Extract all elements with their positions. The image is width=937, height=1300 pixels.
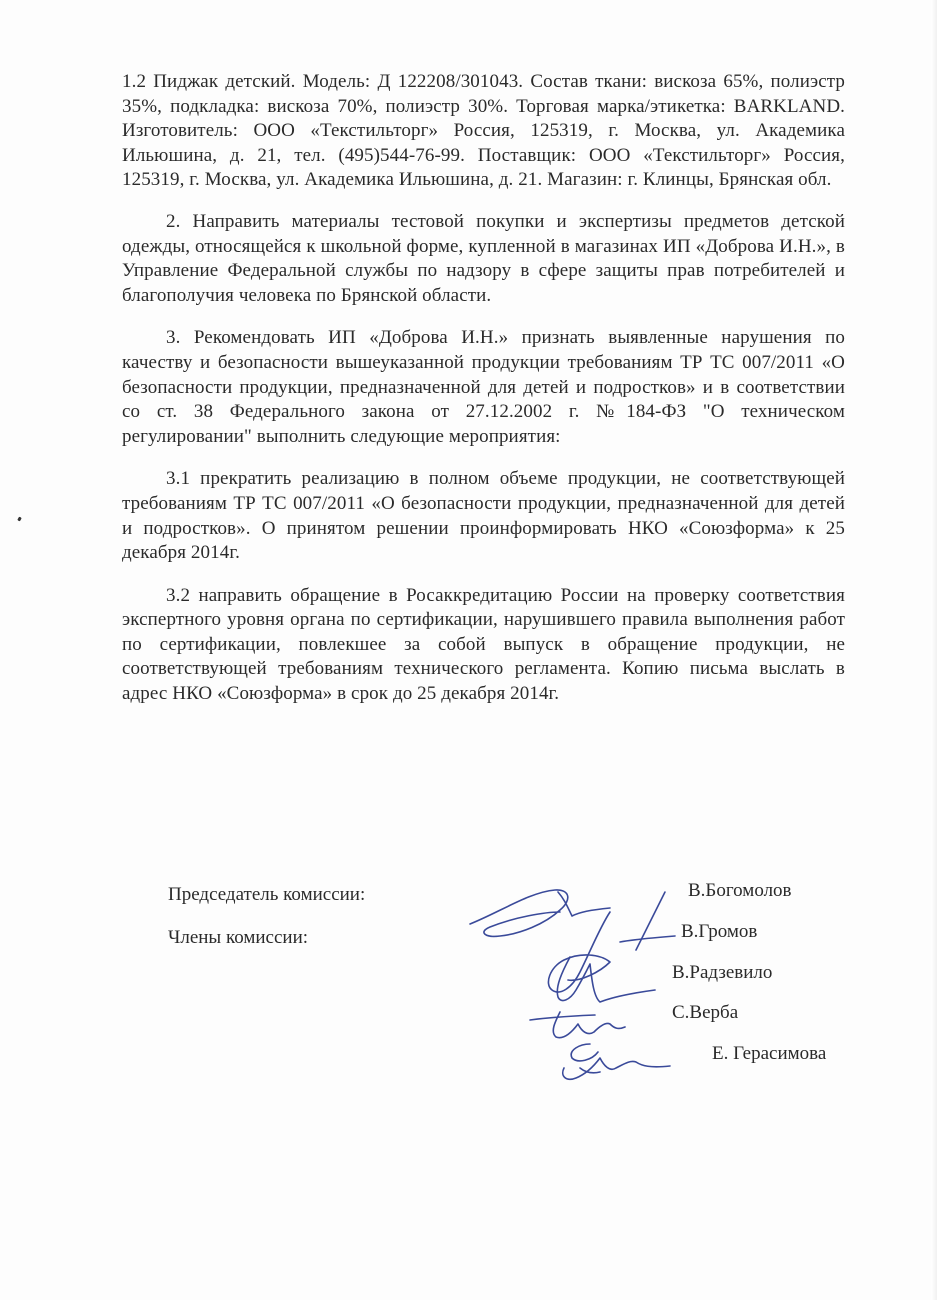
document-body	[122, 70, 845, 707]
signatory-name-1: В.Богомолов	[688, 880, 792, 901]
signature-4	[530, 1012, 625, 1038]
item-2-paragraph: 2. Направить материалы тестовой покупки и экспертизы предметов детской одежды, относящейся к школьной форме, купленной в магазинах ИП «Доброва И.Н.», в Управление Федеральной службы по надзору в сфере защиты прав потребителей и благополучия человека по Брянской области.	[122, 210, 845, 306]
signature-2	[548, 912, 675, 992]
item-3-paragraph: 3. Рекомендовать ИП «Доброва И.Н.» признать выявленные нарушения по качеству и безопасности вышеуказанной продукции требованиям ТР ТС 007/2011 «О безопасности продукции, предназначенной для детей и подростков» и в соответствии со ст. 38 Федерального закона от 27.12.2002 г. №184-ФЗ "О техническом регулировании" выполнить следующие мероприятия:	[122, 327, 845, 447]
chairman-label: Председатель комиссии:	[168, 884, 366, 905]
item-1-2-paragraph: 1.2 Пиджак детский. Модель: Д 122208/301043. Состав ткани: вискоза 65%, полиэстр 35%, подкладка: вискоза 70%, полиэстр 30%. Торговая марка/этикетка: BARKLAND. Изготовитель: ООО «Текстильторг» Россия, 125319, г. Москва, ул. Академика Ильюшина, д. 21, тел. (495)544-76-99. Поставщик: ООО «Текстильторг» Россия, 125319, г. Москва, ул. Академика Ильюшина, д. 21. Магазин: г. Клинцы, Брянская обл.	[122, 71, 845, 191]
signature-1	[470, 890, 610, 936]
signatory-name-2: В.Громов	[681, 921, 758, 942]
scan-speck	[17, 517, 22, 522]
item-3-1-paragraph: 3.1 прекратить реализацию в полном объеме продукции, не соответствующей требованиям ТР ТС 007/2011 «О безопасности продукции, предназначенной для детей и подростков». О принятом решении проинформировать НКО «Союзформа» к 25 декабря 2014г.	[122, 468, 845, 564]
signatory-name-3: В.Радзевило	[672, 962, 773, 983]
members-label: Члены комиссии:	[168, 927, 309, 948]
signatory-name-4: С.Верба	[672, 1002, 739, 1023]
signature-5	[563, 1044, 670, 1079]
item-3-2-paragraph: 3.2 направить обращение в Росаккредитацию России на проверку соответствия экспертного уровня органа по сертификации, нарушившего правила выполнения работ по сертификации, повлекшее за собой выпуск в обращение продукции, не соответствующей требованиям технического регламента. Копию письма выслать в адрес НКО «Союзформа» в срок до 25 декабря 2014г.	[122, 584, 845, 705]
handwritten-signatures	[460, 872, 700, 1092]
scan-edge-shadow	[931, 0, 937, 1300]
signatory-name-5: Е. Герасимова	[712, 1043, 827, 1064]
